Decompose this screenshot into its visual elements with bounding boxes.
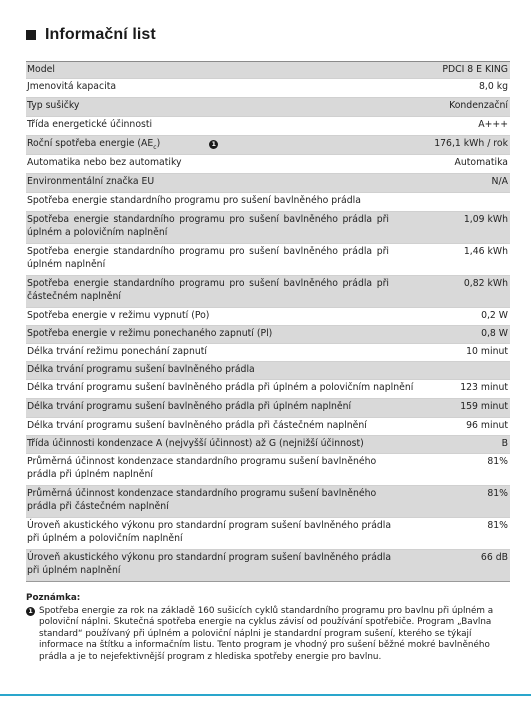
page-title: Informační list [45, 26, 156, 43]
row-value: 96 minut [466, 420, 508, 431]
row-value: 159 minut [460, 401, 508, 412]
info-note-icon: 1 [209, 140, 218, 149]
row-label: Roční spotřeba energie $(AE_c)$ 1 [27, 138, 218, 154]
footnote-text: Spotřeba energie za rok na základě 160 sušicích cyklů standardního programu pro bavlnu při úplném a poloviční náplni. Skutečná spotřeba energie na cyklus závisí od používání spotřebiče. Program „Bavlna standard“ používaný při úplném a poloviční náplni je standardní program sušení, kterého se týkají informace na štítku a informačním listu. Tento program je vhodný pro sušení běžné mokré bavlněného prádla a je to nejefektivnější program z hlediska spotřeby energie pro bavlnu. [39, 605, 494, 662]
row-label: Délka trvání programu sušení bavlněného prádla [27, 364, 255, 375]
row-value: 1,09 kWh [463, 214, 508, 225]
row-label: Délka trvání programu sušení bavlněného prádla při úplném naplnění [27, 401, 352, 412]
table-row [26, 192, 510, 211]
table-row [26, 97, 510, 116]
row-label: Třída účinnosti kondenzace A (nejvyšší účinnost) až G (nejnižší účinnost) [27, 438, 364, 449]
row-value: 66 dB [480, 552, 508, 563]
row-label: Spotřeba energie standardního programu pro sušení bavlněného prádla při úplném naplnění [27, 246, 389, 270]
row-value: 176,1 kWh / rok [434, 138, 508, 149]
row-value: 0,82 kWh [463, 278, 508, 289]
row-label: Jmenovitá kapacita [27, 81, 117, 92]
row-label: Úroveň akustického výkonu pro standardní program sušení bavlněného prádla při úplném a polovičním naplnění [27, 520, 392, 544]
row-label: Typ sušičky [27, 100, 80, 111]
row-label: Úroveň akustického výkonu pro standardní program sušení bavlněného prádla při úplném naplnění [27, 552, 392, 576]
row-value: 1,46 kWh [463, 246, 508, 257]
table-row [26, 361, 510, 379]
table-row [26, 435, 510, 453]
row-value: 10 minut [466, 346, 508, 357]
table-row [26, 116, 510, 135]
footnote-paragraph [26, 606, 504, 664]
table-row [26, 517, 510, 549]
row-value: PDCI 8 E KING [442, 64, 508, 75]
table-row [26, 453, 510, 485]
table-row [26, 78, 510, 97]
row-label: Spotřeba energie standardního programu pro sušení bavlněného prádla při úplném a polovičním naplnění [27, 214, 389, 238]
row-label: Model [27, 64, 55, 75]
row-label: Automatika nebo bez automatiky [27, 157, 182, 168]
row-label: Spotřeba energie standardního programu pro sušení bavlněného prádla [27, 195, 361, 206]
footnote-title: Poznámka: [26, 593, 81, 603]
footnote [26, 593, 504, 664]
row-label: Environmentální značka EU [27, 176, 155, 187]
row-label: Průměrná účinnost kondenzace standardního programu sušení bavlněného prádla při úplném naplnění [27, 456, 377, 480]
page-heading [26, 24, 156, 46]
table-row [26, 307, 510, 325]
table-row [26, 135, 510, 154]
bottom-accent-line [0, 694, 531, 696]
row-label: Délka trvání režimu ponechání zapnutí [27, 346, 207, 357]
row-label: Délka trvání programu sušení bavlněného prádla při částečném naplnění [27, 420, 367, 431]
row-value: A+++ [478, 119, 508, 130]
table-row [26, 154, 510, 173]
row-label: Spotřeba energie standardního programu pro sušení bavlněného prádla při částečném naplnění [27, 278, 389, 302]
table-row [26, 485, 510, 517]
row-value: Kondenzační [449, 100, 508, 111]
heading-square-icon [26, 30, 36, 40]
row-value: 81% [487, 456, 508, 467]
table-row [26, 275, 510, 307]
row-value: 81% [487, 520, 508, 531]
information-table [26, 61, 510, 582]
table-row [26, 379, 510, 398]
table-row [26, 173, 510, 192]
table-row [26, 398, 510, 417]
table-row [26, 549, 510, 581]
table-row [26, 417, 510, 435]
info-note-icon: 1 [26, 607, 35, 616]
row-value: 123 minut [460, 382, 508, 393]
table-row [26, 325, 510, 343]
row-label-subscript: c [153, 143, 157, 151]
row-label: Spotřeba energie v režimu ponechaného zapnutí (Pl) [27, 328, 273, 339]
row-value: Automatika [454, 157, 508, 168]
row-value: N/A [491, 176, 508, 187]
row-value: B [501, 438, 508, 449]
row-value: 8,0 kg [478, 81, 508, 92]
row-label: Délka trvání programu sušení bavlněného prádla při úplném a polovičním naplnění [27, 382, 414, 393]
row-label: Spotřeba energie v režimu vypnutí (Po) [27, 310, 210, 321]
table-row [26, 243, 510, 275]
table-row [26, 211, 510, 243]
row-label: Třída energetické účinnosti [27, 119, 153, 130]
row-value: 81% [487, 488, 508, 499]
table-row [26, 343, 510, 361]
row-label: Průměrná účinnost kondenzace standardního programu sušení bavlněného prádla při částečném naplnění [27, 488, 377, 512]
table-row [26, 61, 510, 78]
row-value: 0,8 W [481, 328, 508, 339]
row-value: 0,2 W [481, 310, 508, 321]
